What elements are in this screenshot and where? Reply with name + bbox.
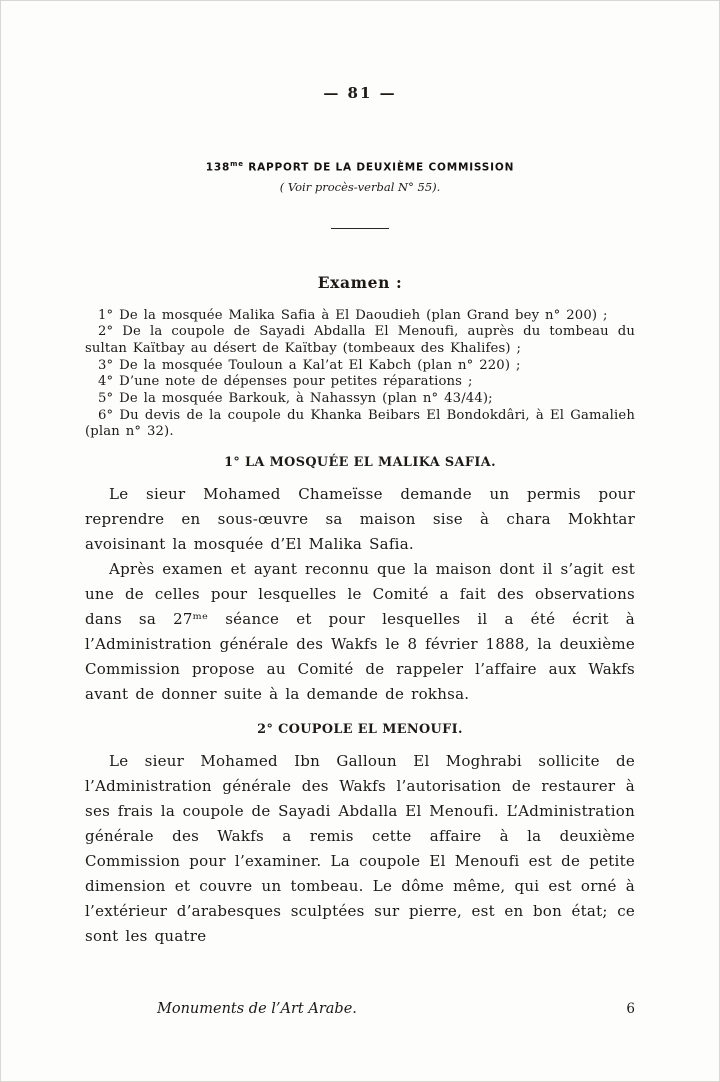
examen-item: 5° De la mosquée Barkouk, à Nahassyn (plan n° 43/44); <box>98 391 493 407</box>
paragraph: Le sieur Mohamed Chameïsse demande un permis pour reprendre en sous-œuvre sa maison sise à chara Mokhtar avoisinant la mosquée d’El Malika Safia. <box>85 485 635 554</box>
section-divider-rule <box>331 228 389 229</box>
examen-item: 3° De la mosquée Touloun a Kal’at El Kabch (plan n° 220) ; <box>98 357 521 373</box>
paragraph: Après examen et ayant reconnu que la maison dont il s’agit est une de celles pour lesquelles le Comité a fait des observations dans sa 27ᵐᵉ séance et pour lesquelles il a été écrit à l’Administration générale des Wakfs le 8 février 1888, la deuxième Commission propose au Comité de rappeler l’affaire aux Wakfs avant de donner suite à la demande de rokhsa. <box>85 560 635 704</box>
section-1-body <box>85 482 635 707</box>
examen-item: 4° D’une note de dépenses pour petites réparations ; <box>98 374 473 390</box>
report-subtitle: ( Voir procès-verbal N° 55). <box>279 179 441 194</box>
report-title-ordinal: me <box>230 160 244 168</box>
footer-signature-number: 6 <box>626 1001 635 1017</box>
footer-book-title: Monuments de l’Art Arabe. <box>157 1001 357 1017</box>
page-number: — 81 — <box>323 84 397 102</box>
report-title-text: RAPPORT DE LA DEUXIÈME COMMISSION <box>243 161 515 174</box>
page-footer <box>85 1001 635 1017</box>
examen-item: 6° Du devis de la coupole du Khanka Beibars El Bondokdâri, à El Gamalieh (plan n° 32). <box>85 407 635 440</box>
examen-heading: Examen : <box>317 272 403 292</box>
examen-item: 2° De la coupole de Sayadi Abdalla El Menoufi, auprès du tombeau du sultan Kaïtbay au désert de Kaïtbay (tombeaux des Khalifes) ; <box>85 324 635 356</box>
examen-list <box>85 308 635 442</box>
report-title <box>85 160 635 174</box>
report-title-number: 138 <box>205 161 231 174</box>
section-2-heading: 2° COUPOLE EL MENOUFI. <box>257 722 463 738</box>
examen-item: 1° De la mosquée Malika Safia à El Daoudieh (plan Grand bey n° 200) ; <box>98 307 608 323</box>
section-2-body <box>85 749 635 949</box>
paragraph: Le sieur Mohamed Ibn Galloun El Moghrabi sollicite de l’Administration générale des Wakfs l’autorisation de restaurer à ses frais la coupole de Sayadi Abdalla El Menoufi. L’Administration générale des Wakfs a remis cette affaire à la deuxième Commission pour l’examiner. La coupole El Menoufi est de petite dimension et couvre un tombeau. Le dôme même, qui est orné à l’extérieur d’arabesques sculptées sur pierre, est en bon état; ce sont les quatre <box>85 752 635 946</box>
section-1-heading: 1° LA MOSQUÉE EL MALIKA SAFIA. <box>224 455 496 471</box>
